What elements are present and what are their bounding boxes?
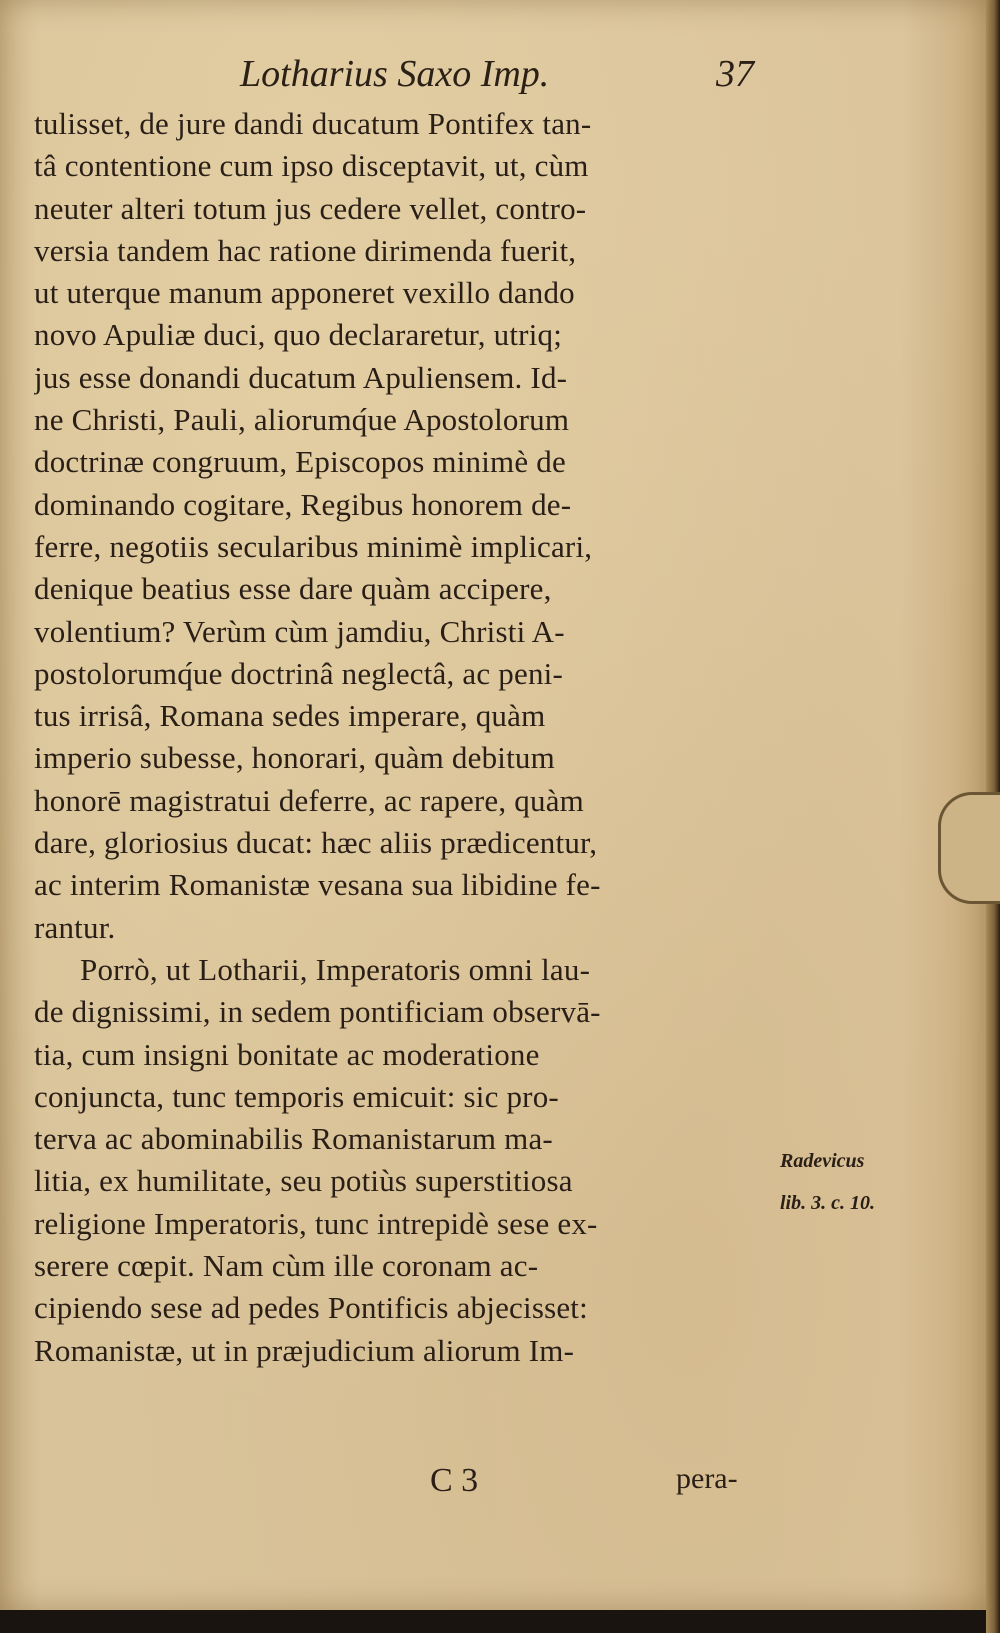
text-line: ne Christi, Pauli, aliorumq́ue Apostolorum	[34, 402, 570, 438]
text-line: novo Apuliæ duci, quo declararetur, utriq;	[34, 317, 563, 353]
text-line: terva ac abominabilis Romanistarum ma-	[34, 1121, 553, 1157]
text-line: doctrinæ congruum, Episcopos minimè de	[34, 444, 566, 480]
text-line: neuter alteri totum jus cedere vellet, contro-	[34, 190, 587, 226]
running-title: Lotharius Saxo Imp.	[240, 53, 550, 95]
text-line: versia tandem hac ratione dirimenda fuerit,	[34, 232, 577, 268]
text-line: dominando cogitare, Regibus honorem de-	[34, 486, 572, 522]
page-number: 37	[716, 53, 754, 95]
text-line: litia, ex humilitate, seu potiùs superstitiosa	[34, 1163, 573, 1199]
margin-note-author: Radevicus	[780, 1150, 865, 1172]
margin-note-reference: lib. 3. c. 10.	[780, 1192, 875, 1214]
page-tab-mark	[938, 792, 1000, 904]
text-line: conjuncta, tunc temporis emicuit: sic pro-	[34, 1078, 559, 1114]
catchword: pera-	[676, 1462, 738, 1495]
text-line: tâ contentione cum ipso disceptavit, ut, cùm	[34, 148, 589, 184]
text-line: tulisset, de jure dandi ducatum Pontifex tan-	[34, 106, 592, 141]
text-line: Romanistæ, ut in præjudicium aliorum Im-	[34, 1332, 575, 1368]
text-line: tus irrisâ, Romana sedes imperare, quàm	[34, 698, 546, 734]
text-line: volentium? Verùm cùm jamdiu, Christi A-	[34, 613, 565, 649]
body-text	[34, 103, 774, 1372]
text-line: cipiendo sese ad pedes Pontificis abjecisset:	[34, 1290, 588, 1326]
margin-note	[780, 1140, 910, 1224]
text-line: honorē magistratui deferre, ac rapere, quàm	[34, 782, 584, 818]
text-line: jus esse donandi ducatum Apuliensem. Id-	[34, 359, 568, 395]
text-line: ferre, negotiis secularibus minimè implicari,	[34, 528, 593, 564]
page-header	[0, 52, 986, 102]
text-line: ut uterque manum apponeret vexillo dando	[34, 275, 575, 311]
paragraph-start-line: Porrò, ut Lotharii, Imperatoris omni lau-	[80, 951, 591, 987]
text-line: ac interim Romanistæ vesana sua libidine fe-	[34, 867, 601, 903]
text-line: rantur.	[34, 909, 116, 945]
page-footer	[0, 1462, 986, 1512]
text-line: postolorumq́ue doctrinâ neglectâ, ac peni-	[34, 655, 563, 691]
text-line: imperio subesse, honorari, quàm debitum	[34, 740, 555, 776]
text-line: tia, cum insigni bonitate ac moderatione	[34, 1036, 540, 1072]
text-line: de dignissimi, in sedem pontificiam observā-	[34, 994, 601, 1030]
signature-mark: C 3	[430, 1462, 479, 1499]
text-line: dare, gloriosius ducat: hæc aliis prædicentur,	[34, 825, 598, 861]
text-line: serere cœpit. Nam cùm ille coronam ac-	[34, 1248, 539, 1284]
text-line: religione Imperatoris, tunc intrepidè sese ex-	[34, 1205, 598, 1241]
text-line: denique beatius esse dare quàm accipere,	[34, 571, 552, 607]
